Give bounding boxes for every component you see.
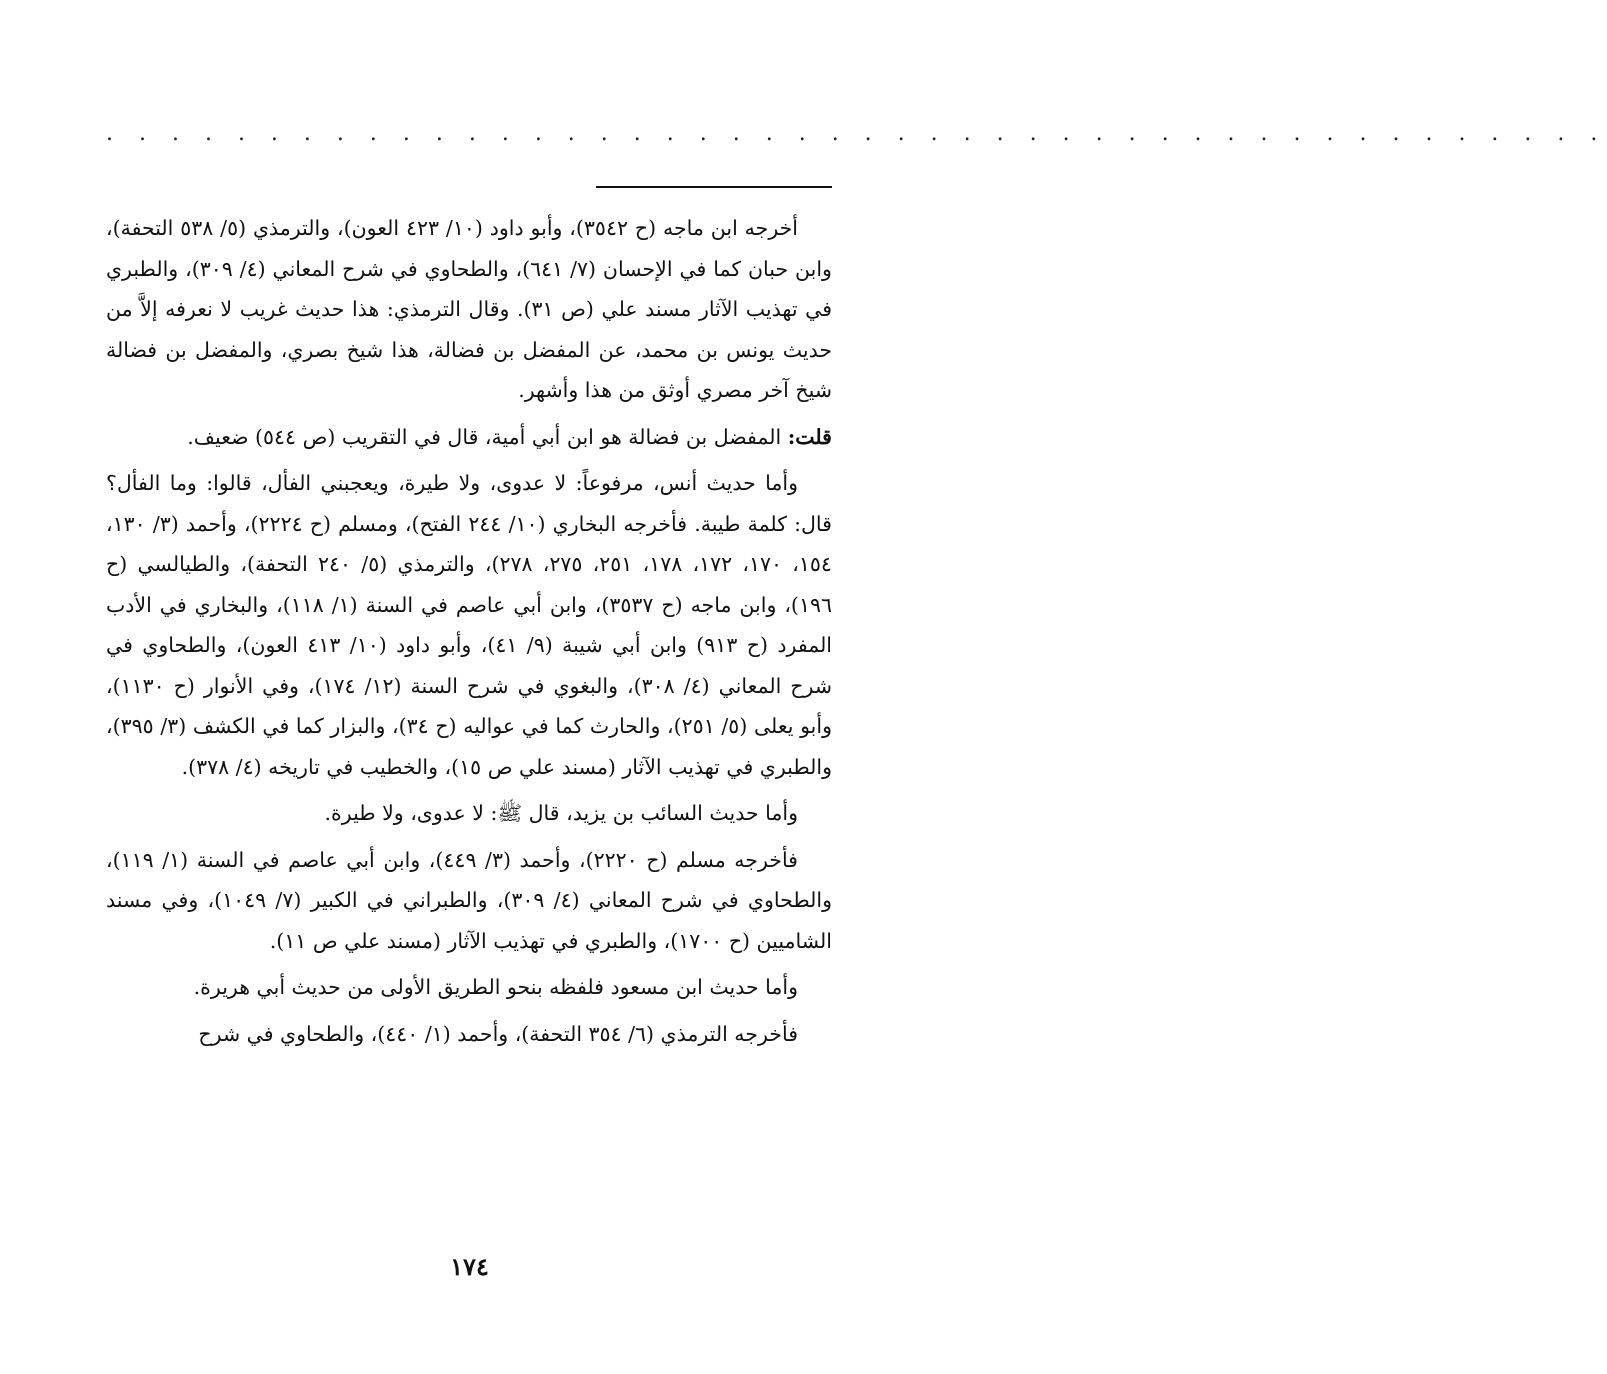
- paragraph: وأما حديث ابن مسعود فلفظه بنحو الطريق الأولى من حديث أبي هريرة.: [193, 975, 798, 999]
- paragraph: أخرجه ابن ماجه (ح ٣٥٤٢)، وأبو داود (١٠/ ٤٢٣ العون)، والترمذي (٥/ ٥٣٨ التحفة)، وابن حبان كما في الإحسان (٧/ ٦٤١)، والطحاوي في شرح المعاني (٤/ ٣٠٩)، والطبري في تهذيب الآثار مسند علي (ص ٣١). وقال الترمذي: هذا حديث غريب لا نعرفه إلاَّ من حديث يونس بن محمد، عن المفضل بن فضالة، هذا شيخ بصري، والمفضل بن فضالة شيخ آخر مصري أوثق من هذا وأشهر.: [106, 216, 833, 402]
- paragraph: فأخرجه الترمذي (٦/ ٣٥٤ التحفة)، وأحمد (١/ ٤٤٠)، والطحاوي في شرح: [198, 1021, 798, 1046]
- paragraph-lead: قلت:: [787, 424, 832, 449]
- paragraph: وأما حديث السائب بن يزيد، قال ﷺ: لا عدوى، ولا طيرة.: [324, 801, 798, 825]
- paragraph: قلت: المفضل بن فضالة هو ابن أبي أمية، قال في التقريب (ص ٥٤٤) ضعيف.: [187, 424, 832, 449]
- page-number: ١٧٤: [450, 1252, 489, 1281]
- paragraph: فأخرجه مسلم (ح ٢٢٢٠)، وأحمد (٣/ ٤٤٩)، وابن أبي عاصم في السنة (١/ ١١٩)، والطحاوي في شرح المعاني (٤/ ٣٠٩)، والطبراني في الكبير (٧/ ١٠٤٩)، وفي مسند الشاميين (ح ١٧٠٠)، والطبري في تهذيب الآثار (مسند علي ص ١١).: [106, 847, 832, 953]
- paragraph: وأما حديث أنس، مرفوعاً: لا عدوى، ولا طيرة، ويعجبني الفأل، قالوا: وما الفأل؟ قال: كلمة طيبة. فأخرجه البخاري (١٠/ ٢٤٤ الفتح)، ومسلم (ح ٢٢٢٤)، وأحمد (٣/ ١٣٠، ١٥٤، ١٧٠، ١٧٢، ١٧٨، ٢٥١، ٢٧٥، ٢٧٨)، والترمذي (٥/ ٢٤٠ التحفة)، والطيالسي (ح ١٩٦)، وابن ماجه (ح ٣٥٣٧)، وابن أبي عاصم في السنة (١/ ١١٨)، والبخاري في الأدب المفرد (ح ٩١٣) وابن أبي شيبة (٩/ ٤١)، وأبو داود (١٠/ ٤١٣ العون)، والطحاوي في شرح المعاني (٤/ ٣٠٨)، والبغوي في شرح السنة (١٢/ ١٧٤)، وفي الأنوار (ح ١١٣٠)، وأبو يعلى (٥/ ٢٥١)، والحارث كما في عواليه (ح ٣٤)، والبزار كما في الكشف (٣/ ٣٩٥)، والطبري في تهذيب الآثار (مسند علي ص ١٥)، والخطيب في تاريخه (٤/ ٣٧٨).: [106, 471, 833, 779]
- separator-dots: . . . . . . . . . . . . . . . . . . . . . . . . . . . . . . . . . . . . . . . . . . . . . .: [106, 121, 1607, 146]
- footnote-text: [106, 208, 832, 1056]
- footnote-rule: [596, 186, 832, 188]
